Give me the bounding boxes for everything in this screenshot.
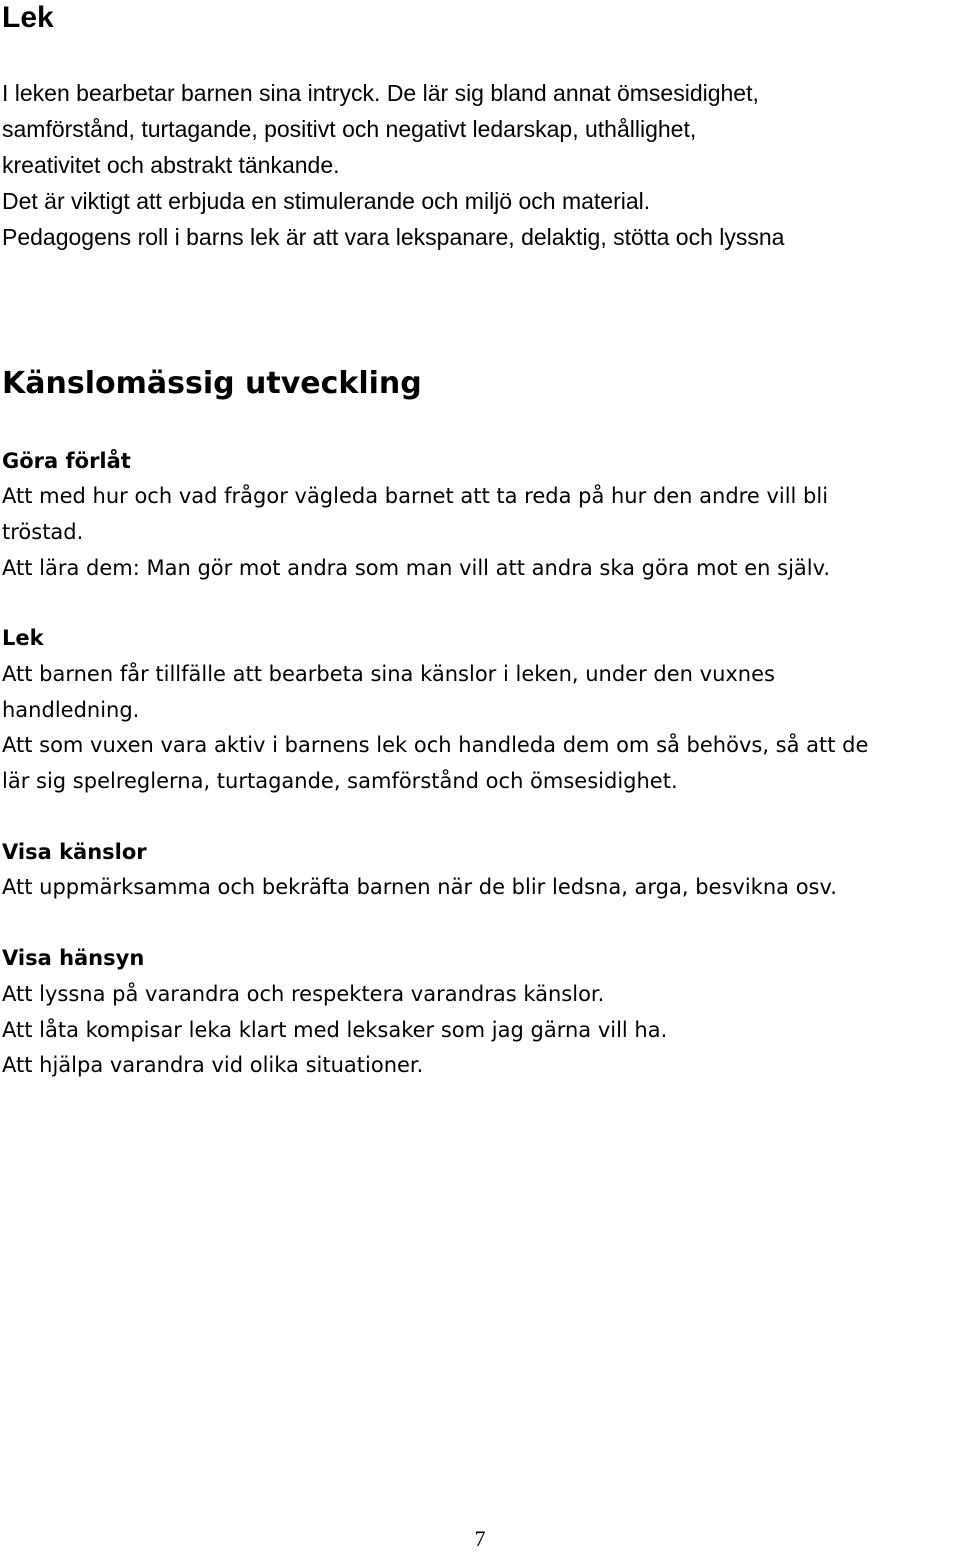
page-number: 7: [474, 1526, 486, 1551]
text-line: Att uppmärksamma och bekräfta barnen när de blir ledsna, arga, besvikna osv.: [2, 875, 837, 899]
text-line: tröstad.: [2, 520, 84, 544]
subheading-lek: Lek: [2, 626, 44, 650]
subheading-gora-forlat: Göra förlåt: [2, 449, 131, 473]
text-line: Att lyssna på varandra och respektera varandras känslor.: [2, 982, 605, 1006]
text-line: Att lära dem: Man gör mot andra som man vill att andra ska göra mot en själv.: [2, 556, 831, 580]
paragraph-line: Pedagogens roll i barns lek är att vara lekspanare, delaktig, stötta och lyssna: [2, 224, 785, 250]
paragraph-line: samförstånd, turtagande, positivt och negativt ledarskap, uthållighet,: [2, 116, 697, 142]
section-title-emotional-development: Känslomässig utveckling: [2, 366, 422, 401]
paragraph-line: Det är viktigt att erbjuda en stimulerande och miljö och material.: [2, 188, 651, 214]
text-line: handledning.: [2, 698, 140, 722]
text-line: Att med hur och vad frågor vägleda barnet att ta reda på hur den andre vill bli: [2, 484, 829, 508]
section-title-lek: Lek: [2, 1, 54, 34]
text-line: lär sig spelreglerna, turtagande, samförstånd och ömsesidighet.: [2, 769, 678, 793]
text-line: Att som vuxen vara aktiv i barnens lek och handleda dem om så behövs, så att de: [2, 733, 869, 757]
text-line: Att låta kompisar leka klart med leksaker som jag gärna vill ha.: [2, 1018, 668, 1042]
text-line: Att hjälpa varandra vid olika situationer.: [2, 1053, 424, 1077]
subheading-visa-hansyn: Visa hänsyn: [2, 946, 145, 970]
text-line: Att barnen får tillfälle att bearbeta sina känslor i leken, under den vuxnes: [2, 662, 775, 686]
subheading-visa-kanslor: Visa känslor: [2, 840, 147, 864]
paragraph-line: kreativitet och abstrakt tänkande.: [2, 152, 340, 178]
paragraph-line: I leken bearbetar barnen sina intryck. De lär sig bland annat ömsesidighet,: [2, 80, 759, 106]
